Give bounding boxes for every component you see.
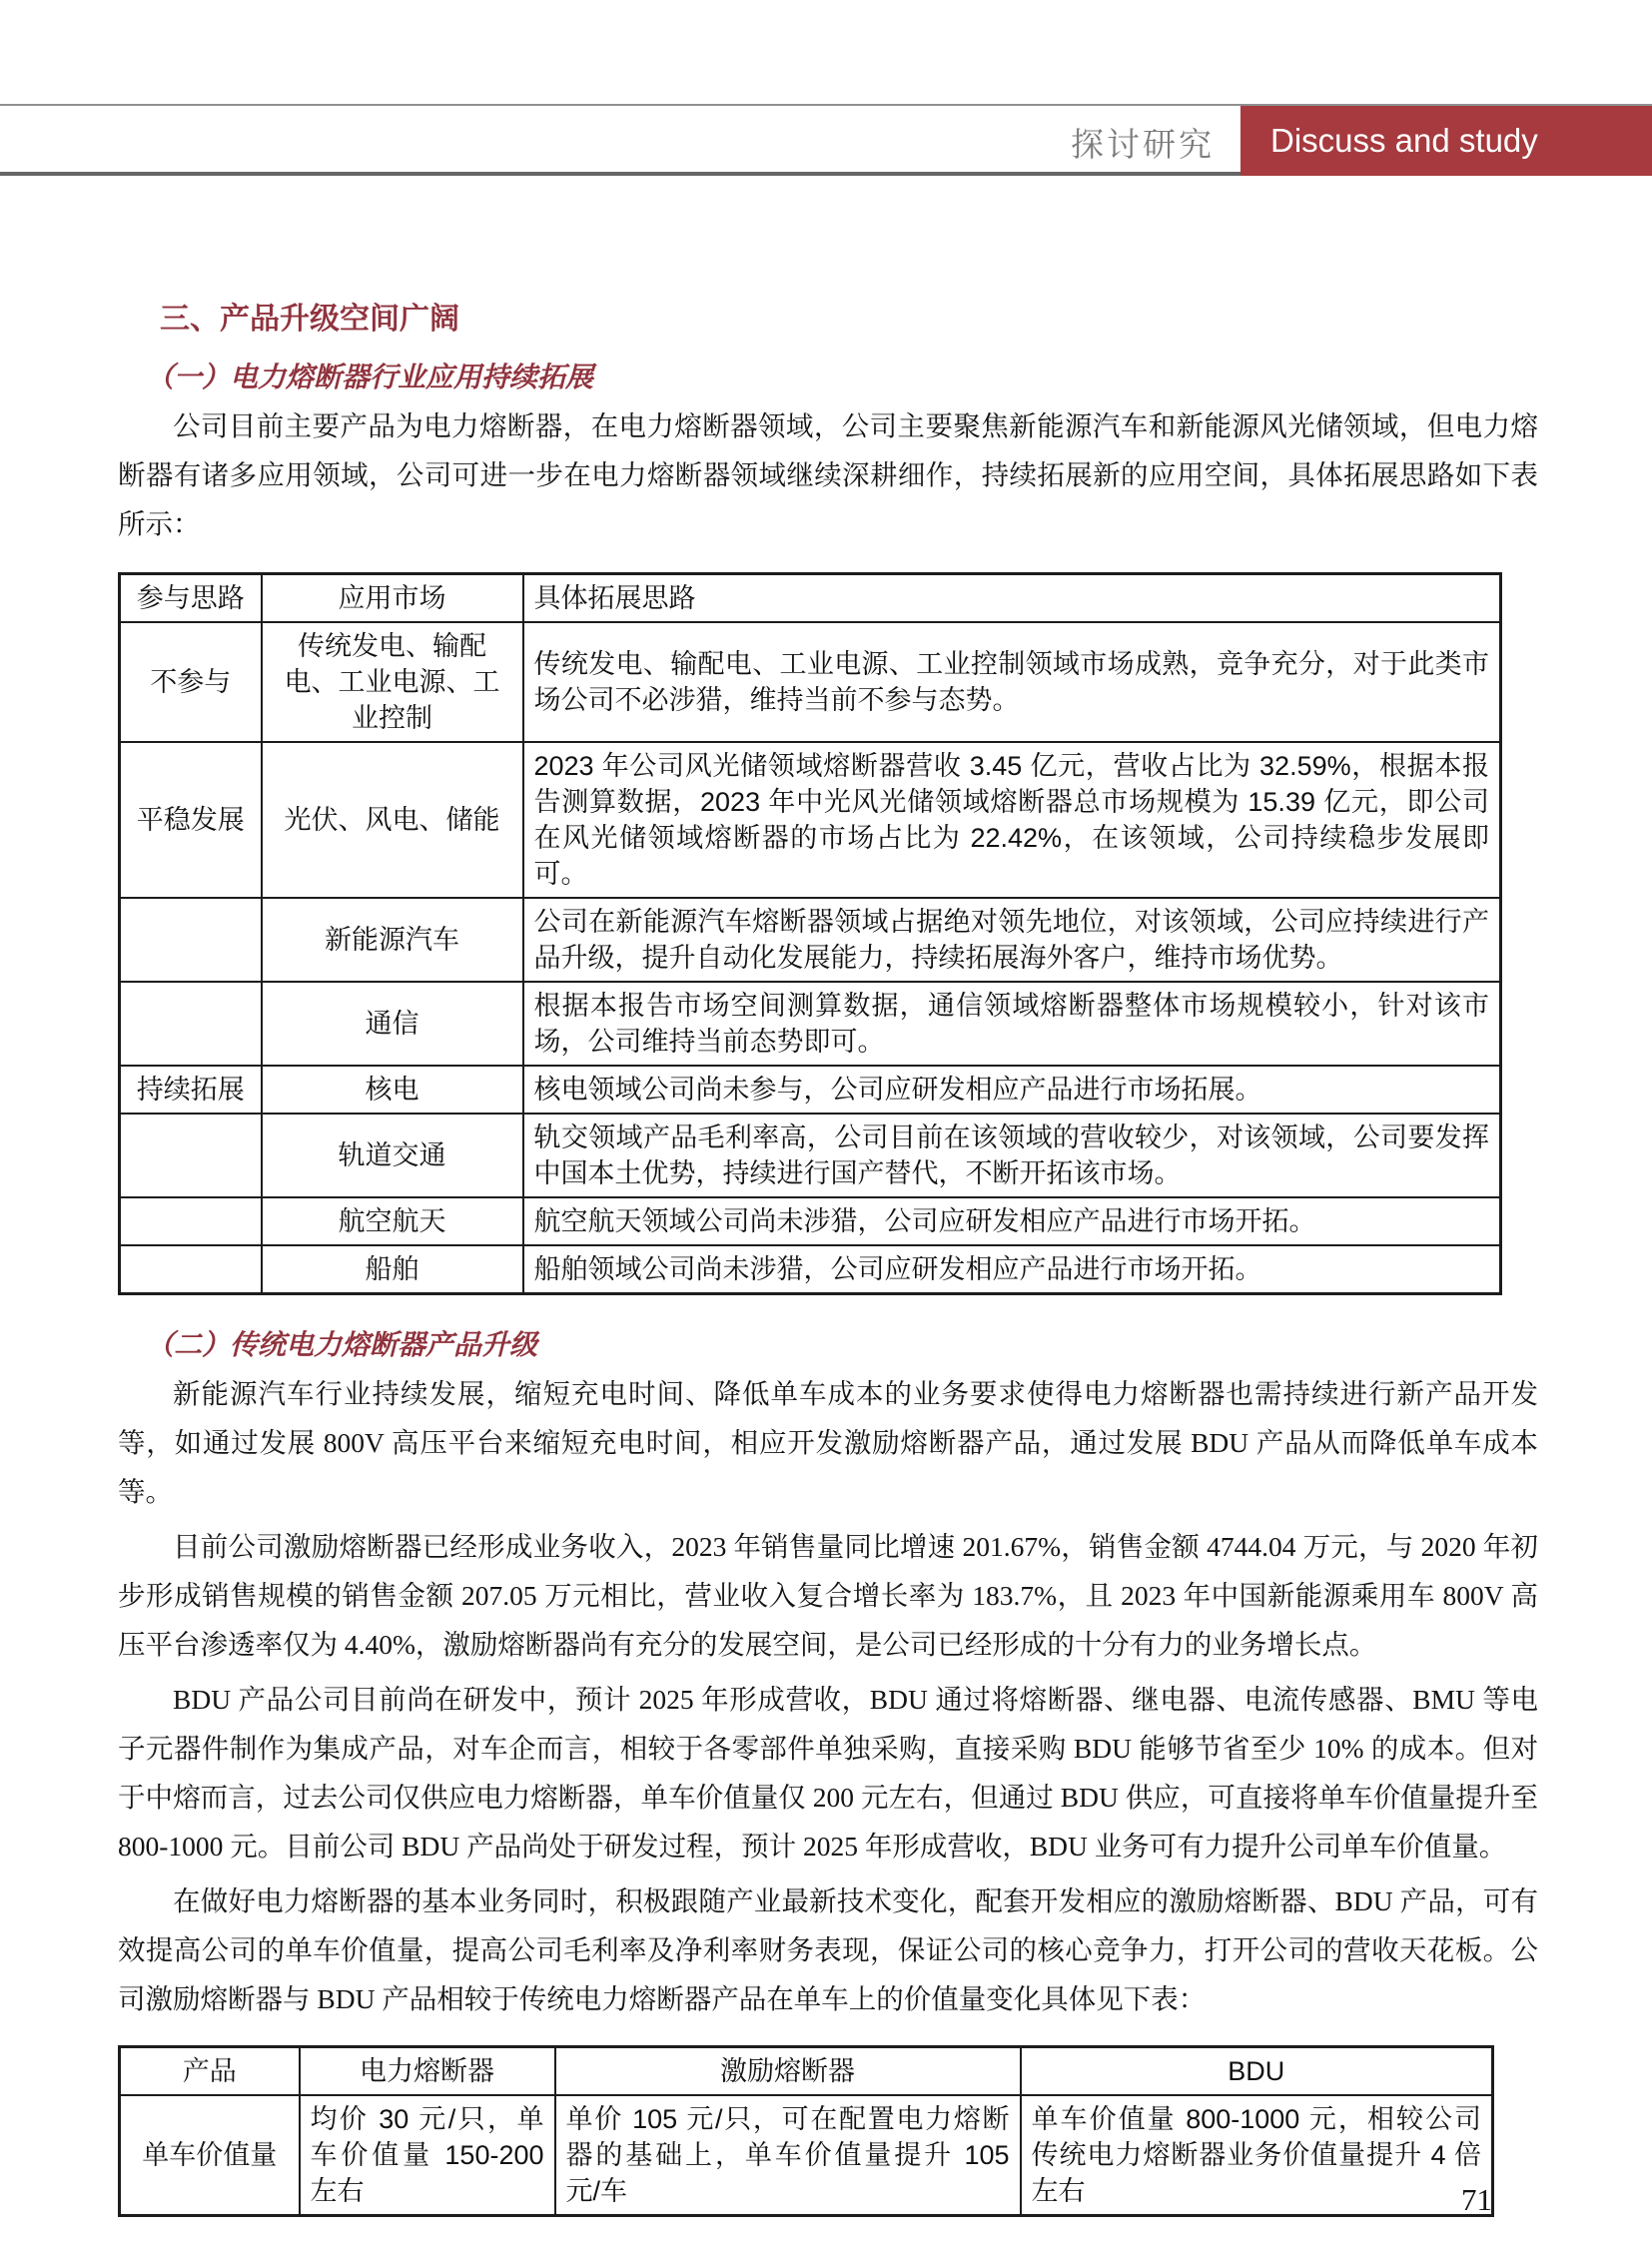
table-cell-detail: 2023 年公司风光储领域熔断器营收 3.45 亿元，营收占比为 32.59%，根据本报告测算数据，2023 年中光风光储领域熔断器总市场规模为 15.39 亿元，即公司在风光储领域熔断器的市场占比为 22.42%，在该领域，公司持续稳步发展即可。 [523, 742, 1501, 898]
table-row [120, 898, 1501, 982]
table-cell-detail: 轨交领域产品毛利率高，公司目前在该领域的营收较少，对该领域，公司要发挥中国本土优势，持续进行国产替代，不断开拓该市场。 [523, 1114, 1501, 1197]
table-cell-detail: 公司在新能源汽车熔断器领域占据绝对领先地位，对该领域，公司应持续进行产品升级，提升自动化发展能力，持续拓展海外客户，维持市场优势。 [523, 898, 1501, 982]
table-row [120, 622, 1501, 742]
table-row [120, 1114, 1501, 1197]
table-cell-market: 传统发电、输配电、工业电源、工业控制 [262, 622, 523, 742]
market-expansion-table [118, 572, 1502, 1295]
table-cell-strategy [120, 1197, 262, 1245]
table-row [120, 742, 1501, 898]
table-row [120, 2095, 1493, 2216]
paragraph-bdu-product: BDU 产品公司目前尚在研发中，预计 2025 年形成营收，BDU 通过将熔断器、继电器、电流传感器、BMU 等电子元器件制作为集成产品，对车企而言，相较于各零部件单独采购，直接采购 BDU 能够节省至少 10% 的成本。但对于中熔而言，过去公司仅供应电力熔断器，单车价值量仅 200 元左右，但通过 BDU 供应，可直接将单车价值量提升至 800-1000 元。目前公司 BDU 产品尚处于研发过程，预计 2025 年形成营收，BDU 业务可有力提升公司单车价值量。 [118, 1684, 1538, 1862]
column-header: 电力熔断器 [300, 2047, 555, 2096]
vehicle-value-table [118, 2045, 1494, 2217]
table-header-row [120, 574, 1501, 623]
table-cell-detail: 传统发电、输配电、工业电源、工业控制领域市场成熟，竞争充分，对于此类市场公司不必涉猎，维持当前不参与态势。 [523, 622, 1501, 742]
table-cell-metric: 单车价值量 [120, 2095, 300, 2216]
page-content [118, 294, 1538, 2217]
subsection-1-heading: （一）电力熔断器行业应用持续拓展 [146, 363, 594, 393]
column-header: 参与思路 [120, 574, 262, 623]
table-cell-power-fuse: 均价 30 元/只，单车价值量 150-200 左右 [300, 2095, 555, 2216]
table-cell-strategy [120, 1114, 262, 1197]
section-title: 三、产品升级空间广阔 [160, 303, 459, 336]
table-row [120, 982, 1501, 1066]
table-cell-strategy [120, 982, 262, 1066]
header-section-label-en: Discuss and study [1270, 122, 1538, 159]
table-cell-market: 航空航天 [262, 1197, 523, 1245]
table-cell-market: 轨道交通 [262, 1114, 523, 1197]
table-row [120, 1066, 1501, 1114]
column-header: 激励熔断器 [555, 2047, 1021, 2096]
paragraph-fuse-revenue: 目前公司激励熔断器已经形成业务收入，2023 年销售量同比增速 201.67%，销售金额 4744.04 万元，与 2020 年初步形成销售规模的销售金额 207.05 万元相比，营业收入复合增长率为 183.7%，且 2023 年中国新能源乘用车 800V 高压平台渗透率仅为 4.40%，激励熔断器尚有充分的发展空间，是公司已经形成的十分有力的业务增长点。 [118, 1531, 1538, 1660]
paragraph-value-summary: 在做好电力熔断器的基本业务同时，积极跟随产业最新技术变化，配套开发相应的激励熔断器、BDU 产品，可有效提高公司的单车价值量，提高公司毛利率及净利率财务表现，保证公司的核心竞争力，打开公司的营收天花板。公司激励熔断器与 BDU 产品相较于传统电力熔断器产品在单车上的价值量变化具体见下表： [118, 1885, 1538, 2014]
table-cell-detail: 根据本报告市场空间测算数据，通信领域熔断器整体市场规模较小，针对该市场，公司维持当前态势即可。 [523, 982, 1501, 1066]
column-header: 产品 [120, 2047, 300, 2096]
paragraph-intro: 公司目前主要产品为电力熔断器，在电力熔断器领域，公司主要聚焦新能源汽车和新能源风光储领域，但电力熔断器有诸多应用领域，公司可进一步在电力熔断器领域继续深耕细作，持续拓展新的应用空间，具体拓展思路如下表所示： [118, 410, 1538, 539]
page-number: 71 [1461, 2182, 1492, 2217]
table-row [120, 1245, 1501, 1294]
table-cell-market: 核电 [262, 1066, 523, 1114]
table-cell-detail: 航空航天领域公司尚未涉猎，公司应研发相应产品进行市场开拓。 [523, 1197, 1501, 1245]
column-header: 具体拓展思路 [523, 574, 1501, 623]
column-header: BDU [1021, 2047, 1493, 2096]
table-cell-market: 光伏、风电、储能 [262, 742, 523, 898]
table-cell-bdu: 单车价值量 800-1000 元，相较公司传统电力熔断器业务价值量提升 4 倍左右 [1021, 2095, 1493, 2216]
table-cell-detail: 核电领域公司尚未参与，公司应研发相应产品进行市场拓展。 [523, 1066, 1501, 1114]
subsection-2-heading: （二）传统电力熔断器产品升级 [146, 1330, 538, 1361]
table-cell-strategy: 平稳发展 [120, 742, 262, 898]
table-header-row [120, 2047, 1493, 2096]
header-section-banner [1240, 106, 1652, 176]
page-header [0, 104, 1652, 176]
header-section-label-cn: 探讨研究 [1071, 126, 1215, 163]
column-header: 应用市场 [262, 574, 523, 623]
table-row [120, 1197, 1501, 1245]
table-cell-excitation-fuse: 单价 105 元/只，可在配置电力熔断器的基础上，单车价值量提升 105 元/车 [555, 2095, 1021, 2216]
table-cell-strategy [120, 898, 262, 982]
table-cell-market: 船舶 [262, 1245, 523, 1294]
paragraph-ev-development: 新能源汽车行业持续发展，缩短充电时间、降低单车成本的业务要求使得电力熔断器也需持续进行新产品开发等，如通过发展 800V 高压平台来缩短充电时间，相应开发激励熔断器产品，通过发展 BDU 产品从而降低单车成本等。 [118, 1378, 1538, 1507]
table-cell-strategy: 持续拓展 [120, 1066, 262, 1114]
table-cell-detail: 船舶领域公司尚未涉猎，公司应研发相应产品进行市场开拓。 [523, 1245, 1501, 1294]
table-cell-market: 新能源汽车 [262, 898, 523, 982]
table-cell-strategy: 不参与 [120, 622, 262, 742]
table-cell-strategy [120, 1245, 262, 1294]
table-cell-market: 通信 [262, 982, 523, 1066]
